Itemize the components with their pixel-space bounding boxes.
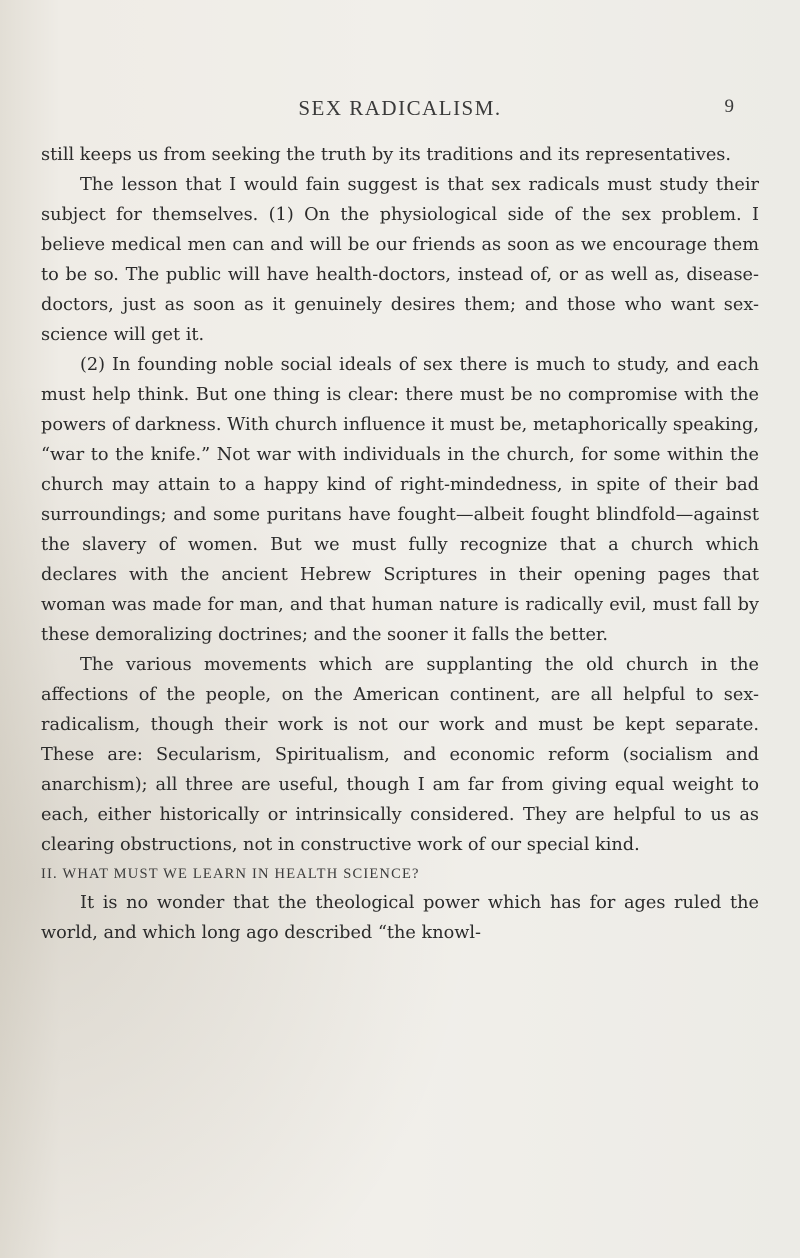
- paragraph-movements: The various movements which are supplanting the old church in the affections of the people, on the American continent, are all helpful to sex-radicalism, though their work is not our work and must be kept separate. These are: Secularism, Spiritualism, and economic reform (socialism and anarchism); all three are useful, though I am far from giving equal weight to each, either historically or intrinsically considered. They are helpful to us as clearing obstructions, not in constructive work of our special kind.: [41, 655, 759, 855]
- body-text: [41, 140, 759, 948]
- section-heading: II. WHAT MUST WE LEARN IN HEALTH SCIENCE?: [41, 866, 420, 882]
- running-head: SEX RADICALISM.: [298, 96, 502, 120]
- paragraph-lesson: The lesson that I would fain suggest is that sex radicals must study their subject for themselves. (1) On the physiological side of the sex problem. I believe medical men can and will be our friends as soon as we encourage them to be so. The public will have health-doctors, instead of, or as well as, disease-doctors, just as soon as it genuinely desires them; and those who want sex-science will get it.: [41, 175, 759, 345]
- paragraph-continuation: still keeps us from seeking the truth by its traditions and its representatives.: [41, 145, 731, 165]
- paragraph-theological-power: It is no wonder that the theological power which has for ages ruled the world, and which long ago described “the knowl-: [41, 893, 759, 943]
- paragraph-social-ideals: (2) In founding noble social ideals of sex there is much to study, and each must help think. But one thing is clear: there must be no compromise with the powers of darkness. With church influence it must be, metaphorically speaking, “war to the knife.” Not war with individuals in the church, for some within the church may attain to a happy kind of right-mindedness, in spite of their bad surroundings; and some puritans have fought—albeit fought blindfold—against the slavery of women. But we must fully recognize that a church which declares with the ancient Hebrew Scriptures in their opening pages that woman was made for man, and that human nature is radically evil, must fall by these demoralizing doctrines; and the sooner it falls the better.: [41, 355, 759, 645]
- page-number: 9: [724, 96, 734, 117]
- page-header: [0, 96, 800, 126]
